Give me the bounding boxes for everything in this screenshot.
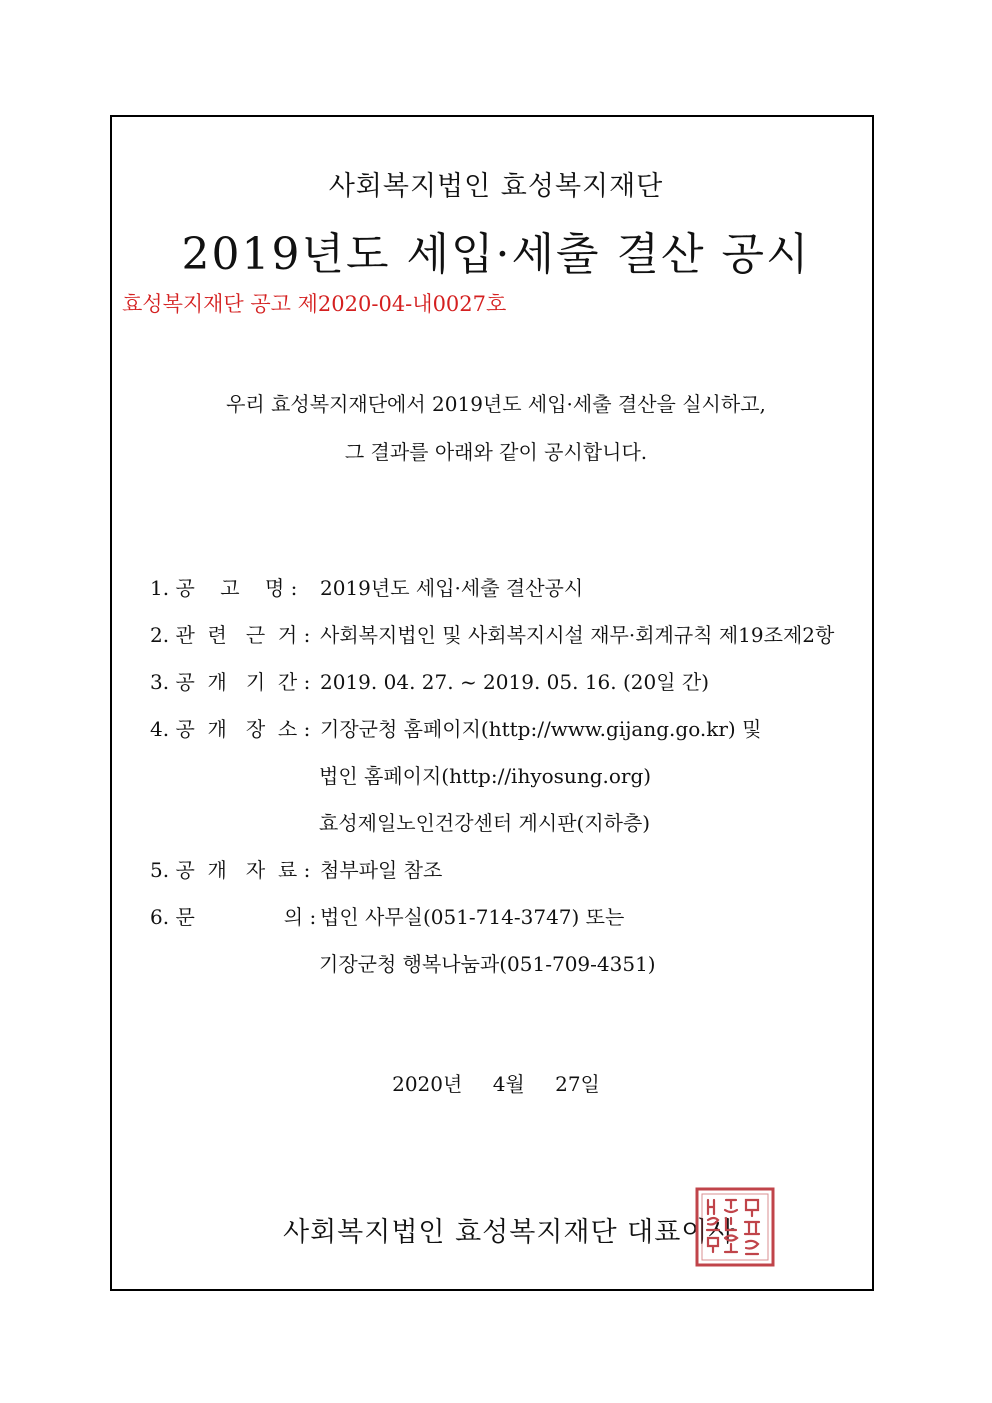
item-label: 1. 공 고 명 :: [150, 576, 298, 600]
organization-title: 사회복지법인 효성복지재단: [328, 171, 664, 202]
item-label: 2. 관 련 근 거 :: [150, 623, 311, 647]
date-year: 2020년: [392, 1072, 463, 1096]
item-label: 3. 공 개 기 간 :: [150, 670, 311, 694]
item-notice-name: [150, 572, 583, 601]
item-inquiry: [150, 901, 624, 930]
item-value: 2019년도 세입·세출 결산공시: [320, 576, 584, 600]
date-month: 4월: [492, 1072, 525, 1096]
page-title: 2019년도 세입·세출 결산 공시: [181, 229, 811, 280]
item-disclosure-material: [150, 854, 442, 883]
item-inquiry-continuation: 기장군청 행복나눔과(051-709-4351): [319, 952, 656, 976]
notice-number: 효성복지재단 공고 제2020-04-내0027호: [122, 292, 507, 316]
item-legal-basis: [150, 619, 834, 648]
intro-line-2: 그 결과를 아래와 같이 공시합니다.: [344, 440, 648, 464]
item-value: 사회복지법인 및 사회복지시설 재무·회계규칙 제19조제2항: [320, 623, 835, 647]
notice-date: [0, 1068, 992, 1097]
official-seal-icon: [694, 1186, 776, 1268]
item-label: 6. 문 의 :: [150, 905, 317, 929]
item-place-continuation-1: 법인 홈페이지(http://ihyosung.org): [319, 764, 652, 788]
date-day: 27일: [555, 1072, 600, 1096]
item-place-continuation-2: 효성제일노인건강센터 게시판(지하층): [319, 811, 651, 835]
item-disclosure-period: [150, 666, 709, 695]
item-label: 4. 공 개 장 소 :: [150, 717, 311, 741]
item-value: 법인 사무실(051-714-3747) 또는: [320, 905, 625, 929]
signature-line: 사회복지법인 효성복지재단 대표이사: [283, 1217, 736, 1248]
item-label: 5. 공 개 자 료 :: [150, 858, 311, 882]
item-value: 첨부파일 참조: [320, 858, 443, 882]
item-value: 2019. 04. 27. ~ 2019. 05. 16. (20일 간): [320, 670, 710, 694]
item-disclosure-place: [150, 713, 761, 742]
intro-line-1: 우리 효성복지재단에서 2019년도 세입·세출 결산을 실시하고,: [226, 392, 766, 416]
item-value: 기장군청 홈페이지(http://www.gijang.go.kr) 및: [320, 717, 762, 741]
